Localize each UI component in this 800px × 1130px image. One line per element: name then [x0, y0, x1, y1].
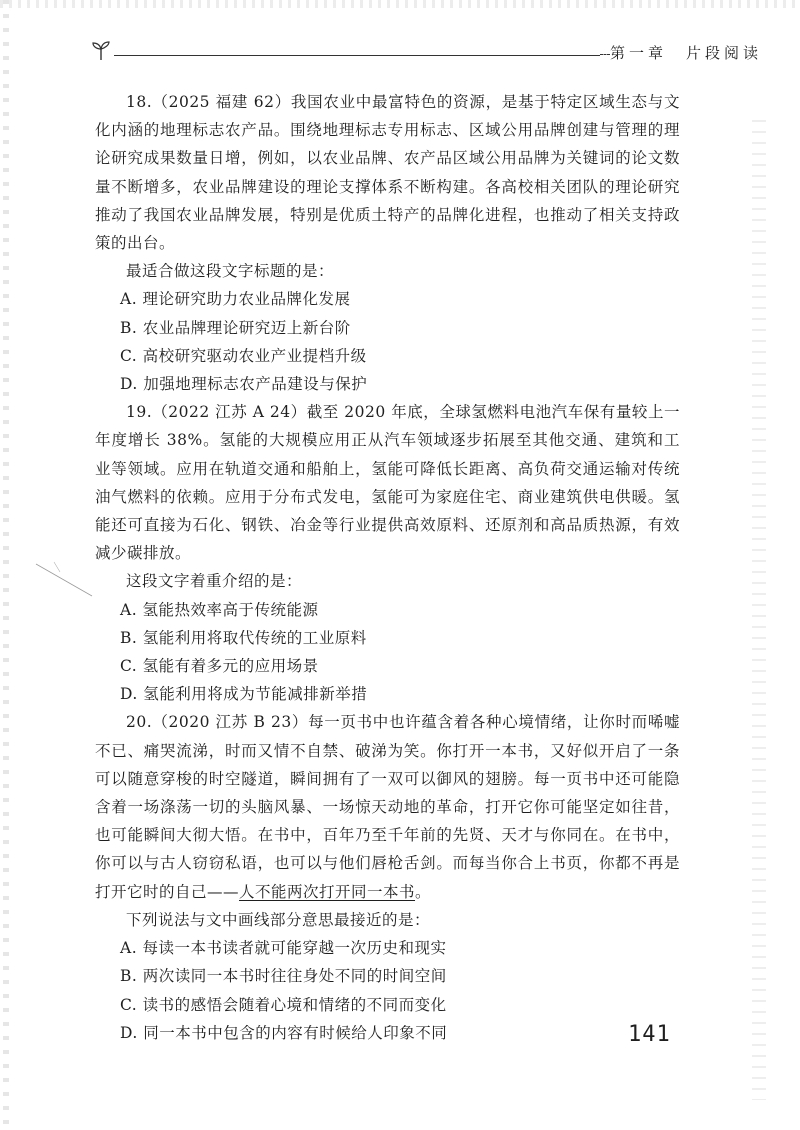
question-passage: 18.（2025 福建 62）我国农业中最富特色的资源，是基于特定区域生态与文化内涵的地理标志农产品。围绕地理标志专用标志、区域公用品牌创建与管理的理论研究成果数量日增，例如，以农业品牌、农产品区域公用品牌为关键词的论文数量不断增多，农业品牌建设的理论支撑体系不断构建。各高校相关团队的理论研究推动了我国农业品牌发展，特别是优质土特产的品牌化进程，也推动了相关支持政策的出台。 [95, 93, 680, 253]
option-c: C. 高校研究驱动农业产业提档升级 [120, 346, 367, 365]
scan-noise-top [0, 0, 800, 8]
question-18 [95, 88, 680, 398]
underlined-phrase: 人不能两次打开同一本书 [239, 882, 416, 901]
option-d: D. 氢能利用将成为节能减排新举措 [120, 685, 368, 704]
scan-noise-right [752, 120, 766, 1100]
option-a: A. 每读一本书读者就可能穿越一次历史和现实 [120, 939, 447, 958]
option-a: A. 氢能热效率高于传统能源 [120, 600, 319, 619]
question-20 [95, 708, 680, 1046]
option-d: D. 加强地理标志农产品建设与保护 [120, 375, 368, 394]
option-c: C. 氢能有着多元的应用场景 [120, 657, 319, 676]
question-stem: 最适合做这段文字标题的是： [126, 262, 335, 281]
option-a: A. 理论研究助力农业品牌化发展 [120, 290, 351, 309]
page-content [95, 88, 680, 1047]
question-stem: 下列说法与文中画线部分意思最接近的是： [126, 910, 431, 929]
question-passage: 19.（2022 江苏 A 24）截至 2020 年底，全球氢燃料电池汽车保有量较上一年度增长 38%。氢能的大规模应用正从汽车领域逐步拓展至其他交通、建筑和工业等领域。应用在轨道交通和船舶上，氢能可降低长距离、高负荷交通运输对传统油气燃料的依赖。应用于分布式发电，氢能可为家庭住宅、商业建筑供电供暖。氢能还可直接为石化、钢铁、冶金等行业提供高效原料、还原剂和高品质热源，有效减少碳排放。 [95, 403, 680, 563]
sprout-icon [90, 40, 112, 62]
page-header [90, 40, 763, 70]
scan-noise-left [3, 0, 9, 1130]
passage-text: 20.（2020 江苏 B 23）每一页书中也许蕴含着各种心境情绪，让你时而唏嘘不已、痛哭流涕，时而又情不自禁、破涕为笑。你打开一本书，又好似开启了一条可以随意穿梭的时空隧道，瞬间拥有了一双可以御风的翅膀。每一页书中还可能隐含着一场涤荡一切的头脑风暴、一场惊天动地的革命，打开它你可能坚定如往昔，也可能瞬间大彻大悟。在书中，百年乃至千年前的先贤、天才与你同在。在书中，你可以与古人窃窃私语，也可以与他们唇枪舌剑。而每当你合上书页，你都不再是打开它时的自己—— [95, 713, 680, 901]
chapter-title: 第一章 片段阅读 [610, 44, 763, 62]
question-passage [95, 708, 680, 905]
passage-end: 。 [415, 882, 432, 901]
question-19 [95, 398, 680, 708]
page-number: 141 [628, 1022, 671, 1047]
header-rule [114, 55, 600, 56]
option-b: B. 两次读同一本书时往往身处不同的时间空间 [120, 967, 447, 986]
option-d: D. 同一本书中包含的内容有时候给人印象不同 [120, 1023, 448, 1042]
question-stem: 这段文字着重介绍的是： [126, 572, 303, 591]
option-c: C. 读书的感悟会随着心境和情绪的不同而变化 [120, 995, 447, 1014]
option-b: B. 农业品牌理论研究迈上新台阶 [120, 318, 351, 337]
margin-pencil-mark [34, 560, 94, 600]
option-b: B. 氢能利用将取代传统的工业原料 [120, 628, 367, 647]
